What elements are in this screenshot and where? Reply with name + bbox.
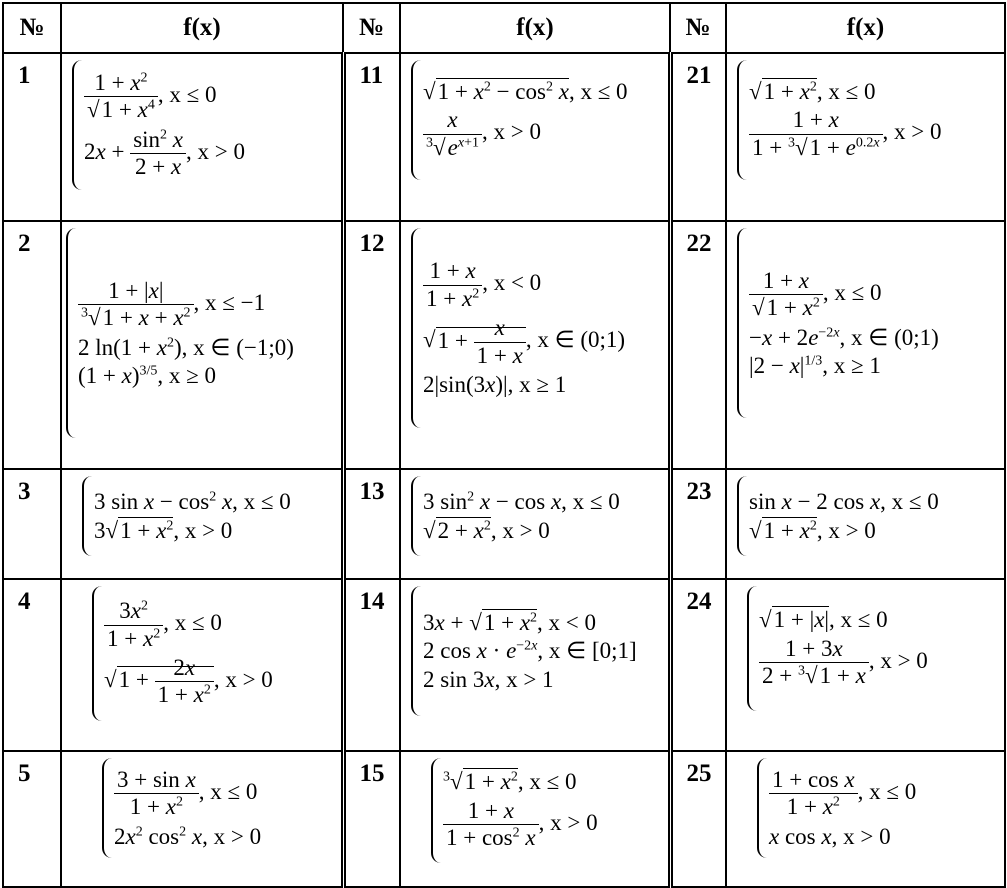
function-cell: $\frac{3x^2}{1 + x^2}$ , x ≤ 0 √1 + $\frac{2x}{1 + x^2}$ , x > 0 (61, 579, 343, 751)
row-number: 5 (3, 751, 61, 887)
row-number: 21 (670, 53, 726, 221)
function-cell: sin x − 2 cos x, x ≤ 0 $√1 + x^2$, x > 0 (726, 469, 1005, 579)
row-number: 3 (3, 469, 61, 579)
row-number: 12 (343, 221, 400, 469)
function-cell: $\frac{1 + x}{1 + x^2}$ , x < 0 √1 + $\frac{x}{1 + x}$ , x ∈ (0;1) 2|sin(3x)|, x ≥ 1 (400, 221, 670, 469)
function-cell: 3 $\sin x - \cos^2 x$, x ≤ 0 $3√1 + x^2$, x > 0 (61, 469, 343, 579)
row-number: 22 (670, 221, 726, 469)
function-cell: $3x + √1 + x^2$, x < 0 2 $\cos x \cdot e^{-2x}$, x ∈ [0;1] 2 sin 3x, x > 1 (400, 579, 670, 751)
function-cell: $\frac{1 + x^2}{√1 + x^4}$ , x ≤ 0 2x + $\frac{\sin^2 x}{2 + x}$ , x > 0 (61, 53, 343, 221)
function-cell: $^3√1 + x^2$, x ≤ 0 $\frac{1 + x}{1 + \cos^2 x}$ , x > 0 (400, 751, 670, 887)
row-number: 1 (3, 53, 61, 221)
row-number: 2 (3, 221, 61, 469)
col-header-number: № (670, 3, 726, 53)
col-header-number: № (3, 3, 61, 53)
row-number: 14 (343, 579, 400, 751)
col-header-function: f(x) (61, 3, 343, 53)
function-cell: √1 + |x|, x ≤ 0 $\frac{1 + 3x}{2 + ^3√1 + x}$ , x > 0 (726, 579, 1005, 751)
function-cell: $\frac{\text{1 + cos x}}{1 + x^2}$ , x ≤ 0 x cos x, x > 0 (726, 751, 1005, 887)
function-table (2, 2, 1006, 888)
col-header-function: f(x) (726, 3, 1005, 53)
row-number: 15 (343, 751, 400, 887)
row-number: 24 (670, 579, 726, 751)
row-number: 23 (670, 469, 726, 579)
col-header-function: f(x) (400, 3, 670, 53)
function-cell: $√1 + x^2$, x ≤ 0 $\frac{1 + x}{1 + ^3√1 + e^{0.2x}}$ , x > 0 (726, 53, 1005, 221)
function-cell: $\frac{1 + x}{√1 + x^2}$ , x ≤ 0 $-x + 2e^{-2x}$, x ∈ (0;1) $|2 - x|^{1/3}$, x ≥ 1 (726, 221, 1005, 469)
row-number: 4 (3, 579, 61, 751)
row-number: 13 (343, 469, 400, 579)
function-cell: $\frac{1 + |x|}{^3√1 + x + x^2}$ , x ≤ −1 2 $\ln(1 + x^2)$, x ∈ (−1;0) $(1 + x)^{3/5}$, x ≥ 0 (61, 221, 343, 469)
function-cell: $√1 + x^2 - \cos^2 x$, x ≤ 0 $\frac{x}{^3√e^{x+1}}$ , x > 0 (400, 53, 670, 221)
function-cell: 3 $\sin^2 x - \cos x$, x ≤ 0 $√2 + x^2$, x > 0 (400, 469, 670, 579)
col-header-number: № (343, 3, 400, 53)
row-number: 25 (670, 751, 726, 887)
function-cell: $\frac{\text{3 + sin x}}{1 + x^2}$ , x ≤ 0 $2x^2$ $\cos^2 x$, x > 0 (61, 751, 343, 887)
row-number: 11 (343, 53, 400, 221)
